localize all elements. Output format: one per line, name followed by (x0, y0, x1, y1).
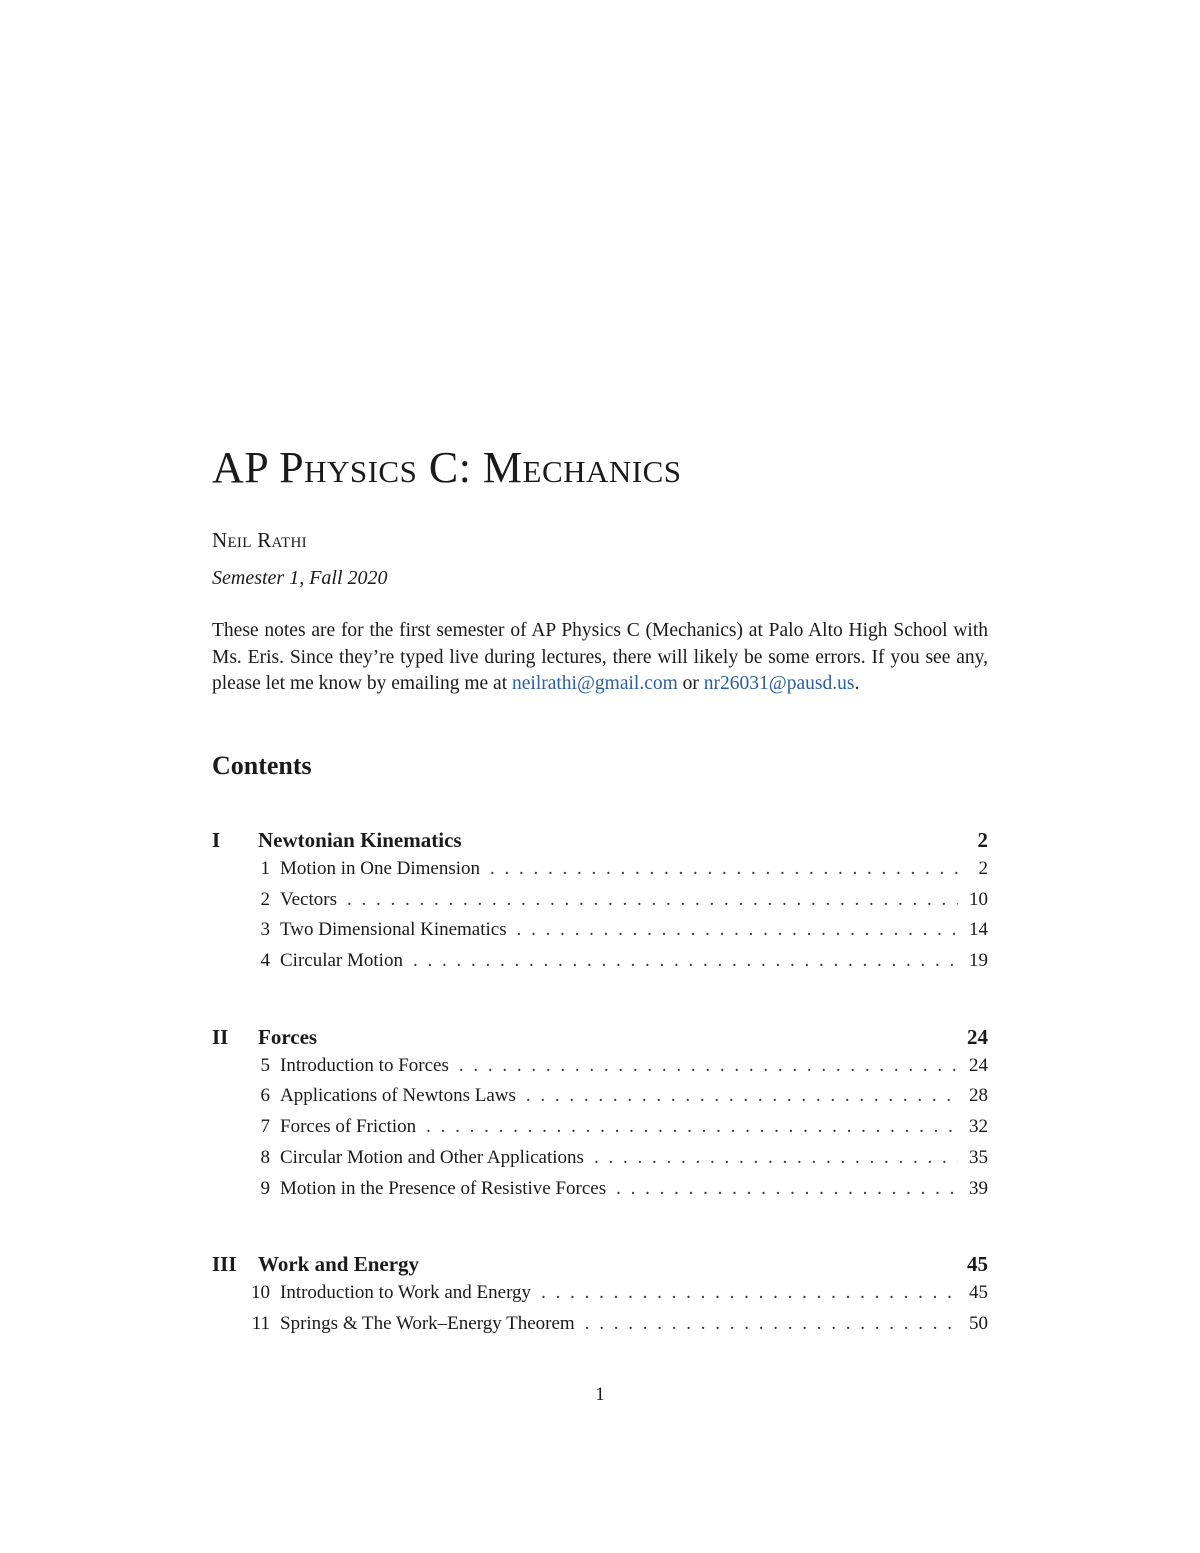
section-title: Forces of Friction (280, 1116, 417, 1138)
semester-label: Semester 1, Fall 2020 (212, 567, 388, 589)
section-title: Applications of Newtons Laws (280, 1085, 516, 1107)
section-number: 10 (251, 1282, 270, 1304)
toc-section-entry[interactable] (212, 919, 988, 950)
dot-leader (531, 1282, 958, 1304)
section-title: Motion in One Dimension (280, 858, 481, 879)
abstract-text: These notes are for the first semester of AP Physics C (Mechanics) at Palo Alto High School with Ms. Eris. Since they’re typed live during lectures, there will likely be some errors. If you see any, please let me know by emailing me at (212, 620, 988, 694)
part-number: III (212, 1252, 237, 1277)
section-title: Motion in the Presence of Resistive Forces (280, 1177, 607, 1199)
part-page: 2 (977, 828, 988, 852)
section-page: 19 (969, 950, 988, 972)
section-page: 32 (969, 1116, 988, 1138)
part-number: II (212, 1024, 229, 1049)
section-number: 6 (260, 1085, 270, 1107)
section-title: Springs & The Work–Energy Theorem (280, 1312, 575, 1334)
section-page: 28 (969, 1085, 988, 1107)
part-title: Forces (258, 1024, 318, 1049)
toc-section-entry[interactable] (212, 858, 988, 889)
contents-heading: Contents (212, 751, 312, 780)
dot-leader (403, 950, 958, 972)
document-title: AP Physics C: Mechanics (212, 443, 682, 492)
abstract-text-between: or (677, 673, 704, 694)
toc-part-entry[interactable] (212, 828, 988, 858)
toc-part-entry[interactable] (212, 1252, 988, 1282)
section-number: 4 (260, 950, 270, 972)
toc-section-entry[interactable] (212, 1085, 988, 1116)
toc-part (212, 828, 988, 981)
email-link-pausd[interactable]: nr26031@pausd.us (703, 673, 855, 694)
section-page: 50 (969, 1312, 988, 1334)
section-title: Circular Motion (280, 950, 403, 972)
section-title: Circular Motion and Other Applications (280, 1146, 584, 1168)
section-number: 1 (260, 858, 270, 879)
section-page: 2 (978, 858, 988, 879)
dot-leader (507, 919, 958, 941)
toc-section-entry[interactable] (212, 889, 988, 920)
abstract-paragraph (212, 618, 988, 698)
section-title: Introduction to Forces (280, 1054, 449, 1076)
toc-section-entry[interactable] (212, 1116, 988, 1147)
section-number: 3 (260, 919, 270, 941)
section-number: 5 (260, 1054, 270, 1076)
author-name: Neil Rathi (212, 528, 307, 552)
toc-part (212, 1252, 988, 1343)
toc-section-entry[interactable] (212, 1147, 988, 1178)
section-number: 9 (260, 1177, 270, 1199)
section-title: Introduction to Work and Energy (280, 1282, 532, 1304)
dot-leader (606, 1178, 958, 1200)
toc-section-entry[interactable] (212, 1282, 988, 1313)
section-title: Vectors (280, 888, 337, 910)
section-page: 24 (969, 1054, 988, 1076)
section-number: 11 (251, 1312, 270, 1334)
toc-section-entry[interactable] (212, 1055, 988, 1086)
section-number: 2 (260, 888, 270, 910)
section-title: Two Dimensional Kinematics (280, 919, 507, 941)
section-page: 10 (969, 888, 988, 910)
toc-section-entry[interactable] (212, 1313, 988, 1344)
email-link-gmail[interactable]: neilrathi@gmail.com (512, 673, 678, 694)
part-page: 45 (967, 1252, 988, 1277)
dot-leader (337, 889, 958, 911)
abstract-text-end: . (854, 673, 860, 694)
part-page: 24 (967, 1024, 988, 1049)
dot-leader (584, 1147, 958, 1169)
dot-leader (516, 1085, 958, 1107)
part-title: Newtonian Kinematics (258, 828, 462, 852)
dot-leader (416, 1116, 958, 1138)
section-number: 8 (260, 1146, 270, 1168)
toc-part-entry[interactable] (212, 1025, 988, 1055)
part-title: Work and Energy (258, 1252, 420, 1277)
section-page: 14 (969, 919, 988, 941)
dot-leader (575, 1313, 958, 1335)
toc-section-entry[interactable] (212, 1178, 988, 1209)
page-number: 1 (595, 1384, 605, 1405)
dot-leader (480, 858, 958, 880)
section-page: 39 (969, 1177, 988, 1199)
dot-leader (449, 1055, 958, 1077)
section-page: 35 (969, 1146, 988, 1168)
toc-section-entry[interactable] (212, 950, 988, 981)
section-number: 7 (260, 1116, 270, 1138)
part-number: I (212, 828, 221, 852)
toc-part (212, 1025, 988, 1208)
section-page: 45 (969, 1282, 988, 1304)
table-of-contents (212, 828, 988, 1388)
